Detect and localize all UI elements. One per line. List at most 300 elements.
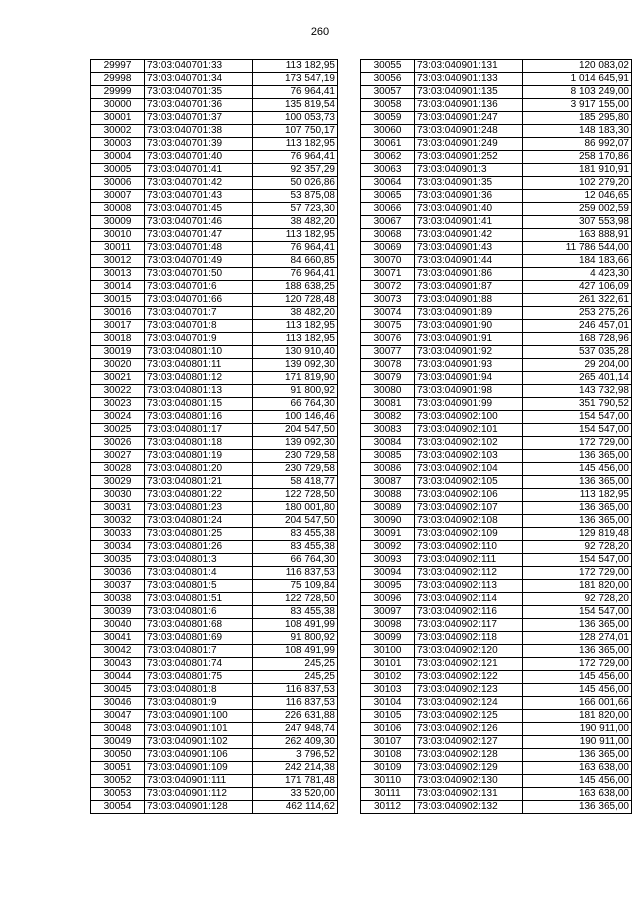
row-number-cell: 30086 <box>361 463 415 476</box>
cadastral-value-cell: 154 547,00 <box>523 606 632 619</box>
table-row <box>91 775 338 788</box>
cadastral-value-cell: 190 911,00 <box>523 723 632 736</box>
table-row <box>91 749 338 762</box>
cadastral-number-cell: 73:03:040901:91 <box>415 333 523 346</box>
row-number-cell: 30031 <box>91 502 145 515</box>
table-row <box>91 762 338 775</box>
row-number-cell: 30037 <box>91 580 145 593</box>
cadastral-value-cell: 38 482,20 <box>253 216 338 229</box>
row-number-cell: 30035 <box>91 554 145 567</box>
row-number-cell: 30101 <box>361 658 415 671</box>
cadastral-value-cell: 113 182,95 <box>253 138 338 151</box>
cadastral-number-cell: 73:03:040901:102 <box>145 736 253 749</box>
table-row <box>91 268 338 281</box>
row-number-cell: 30053 <box>91 788 145 801</box>
cadastral-value-cell: 172 729,00 <box>523 567 632 580</box>
row-number-cell: 30090 <box>361 515 415 528</box>
table-row <box>361 658 632 671</box>
table-row <box>361 268 632 281</box>
cadastral-number-cell: 73:03:040901:42 <box>415 229 523 242</box>
cadastral-number-cell: 73:03:040701:43 <box>145 190 253 203</box>
table-row <box>361 138 632 151</box>
row-number-cell: 30049 <box>91 736 145 749</box>
cadastral-number-cell: 73:03:040902:131 <box>415 788 523 801</box>
table-row <box>361 528 632 541</box>
table-row <box>91 567 338 580</box>
cadastral-number-cell: 73:03:040902:103 <box>415 450 523 463</box>
row-number-cell: 30005 <box>91 164 145 177</box>
row-number-cell: 30028 <box>91 463 145 476</box>
cadastral-value-cell: 92 728,20 <box>523 541 632 554</box>
cadastral-number-cell: 73:03:040902:104 <box>415 463 523 476</box>
row-number-cell: 30074 <box>361 307 415 320</box>
cadastral-number-cell: 73:03:040801:12 <box>145 372 253 385</box>
row-number-cell: 30089 <box>361 502 415 515</box>
row-number-cell: 30092 <box>361 541 415 554</box>
cadastral-number-cell: 73:03:040902:116 <box>415 606 523 619</box>
row-number-cell: 30008 <box>91 203 145 216</box>
cadastral-number-cell: 73:03:040902:105 <box>415 476 523 489</box>
row-number-cell: 30076 <box>361 333 415 346</box>
cadastral-number-cell: 73:03:040801:18 <box>145 437 253 450</box>
table-row <box>91 307 338 320</box>
row-number-cell: 30025 <box>91 424 145 437</box>
row-number-cell: 30087 <box>361 476 415 489</box>
cadastral-number-cell: 73:03:040901:106 <box>145 749 253 762</box>
table-row <box>91 190 338 203</box>
cadastral-value-cell: 108 491,99 <box>253 645 338 658</box>
table-row <box>91 60 338 73</box>
table-row <box>91 99 338 112</box>
table-row <box>91 801 338 814</box>
cadastral-number-cell: 73:03:040901:247 <box>415 112 523 125</box>
table-row <box>361 281 632 294</box>
row-number-cell: 30105 <box>361 710 415 723</box>
cadastral-value-cell: 108 491,99 <box>253 619 338 632</box>
cadastral-number-cell: 73:03:040902:122 <box>415 671 523 684</box>
cadastral-value-cell: 86 992,07 <box>523 138 632 151</box>
table-row <box>361 671 632 684</box>
row-number-cell: 30016 <box>91 307 145 320</box>
row-number-cell: 30080 <box>361 385 415 398</box>
cadastral-number-cell: 73:03:040901:43 <box>415 242 523 255</box>
cadastral-number-cell: 73:03:040801:8 <box>145 684 253 697</box>
cadastral-value-cell: 50 026,86 <box>253 177 338 190</box>
cadastral-value-cell: 130 910,40 <box>253 346 338 359</box>
cadastral-value-cell: 113 182,95 <box>253 229 338 242</box>
cadastral-value-cell: 102 279,20 <box>523 177 632 190</box>
row-number-cell: 30020 <box>91 359 145 372</box>
cadastral-value-cell: 107 750,17 <box>253 125 338 138</box>
row-number-cell: 30007 <box>91 190 145 203</box>
cadastral-number-cell: 73:03:040901:252 <box>415 151 523 164</box>
row-number-cell: 30103 <box>361 684 415 697</box>
row-number-cell: 30004 <box>91 151 145 164</box>
table-row <box>361 515 632 528</box>
row-number-cell: 30023 <box>91 398 145 411</box>
table-row <box>91 541 338 554</box>
cadastral-number-cell: 73:03:040801:26 <box>145 541 253 554</box>
row-number-cell: 29999 <box>91 86 145 99</box>
table-row <box>361 788 632 801</box>
cadastral-number-cell: 73:03:040901:133 <box>415 73 523 86</box>
table-row <box>91 203 338 216</box>
cadastral-number-cell: 73:03:040801:13 <box>145 385 253 398</box>
table-row <box>361 502 632 515</box>
cadastral-value-cell: 145 456,00 <box>523 671 632 684</box>
row-number-cell: 30070 <box>361 255 415 268</box>
cadastral-value-cell: 154 547,00 <box>523 411 632 424</box>
cadastral-value-cell: 92 728,20 <box>523 593 632 606</box>
cadastral-value-cell: 246 457,01 <box>523 320 632 333</box>
table-row <box>361 333 632 346</box>
cadastral-value-cell: 188 638,25 <box>253 281 338 294</box>
cadastral-value-cell: 307 553,98 <box>523 216 632 229</box>
row-number-cell: 30033 <box>91 528 145 541</box>
cadastral-number-cell: 73:03:040801:3 <box>145 554 253 567</box>
cadastral-value-cell: 120 083,02 <box>523 60 632 73</box>
table-row <box>361 203 632 216</box>
cadastral-number-cell: 73:03:040801:22 <box>145 489 253 502</box>
row-number-cell: 30072 <box>361 281 415 294</box>
cadastral-number-cell: 73:03:040701:39 <box>145 138 253 151</box>
cadastral-number-cell: 73:03:040901:86 <box>415 268 523 281</box>
row-number-cell: 30036 <box>91 567 145 580</box>
cadastral-number-cell: 73:03:040902:121 <box>415 658 523 671</box>
right-data-table <box>360 59 632 814</box>
row-number-cell: 30063 <box>361 164 415 177</box>
cadastral-number-cell: 73:03:040901:131 <box>415 60 523 73</box>
table-row <box>361 242 632 255</box>
row-number-cell: 29997 <box>91 60 145 73</box>
cadastral-value-cell: 172 729,00 <box>523 437 632 450</box>
table-row <box>91 346 338 359</box>
table-row <box>91 593 338 606</box>
table-row <box>361 73 632 86</box>
table-row <box>361 99 632 112</box>
table-row <box>91 294 338 307</box>
table-row <box>91 645 338 658</box>
table-row <box>91 606 338 619</box>
row-number-cell: 30056 <box>361 73 415 86</box>
row-number-cell: 30069 <box>361 242 415 255</box>
cadastral-value-cell: 185 295,80 <box>523 112 632 125</box>
cadastral-value-cell: 122 728,50 <box>253 489 338 502</box>
cadastral-number-cell: 73:03:040902:106 <box>415 489 523 502</box>
cadastral-value-cell: 163 638,00 <box>523 762 632 775</box>
cadastral-value-cell: 230 729,58 <box>253 463 338 476</box>
cadastral-number-cell: 73:03:040902:101 <box>415 424 523 437</box>
cadastral-value-cell: 136 365,00 <box>523 450 632 463</box>
table-row <box>91 281 338 294</box>
cadastral-number-cell: 73:03:040902:126 <box>415 723 523 736</box>
row-number-cell: 30071 <box>361 268 415 281</box>
row-number-cell: 30081 <box>361 398 415 411</box>
cadastral-value-cell: 128 274,01 <box>523 632 632 645</box>
table-row <box>91 723 338 736</box>
cadastral-value-cell: 148 183,30 <box>523 125 632 138</box>
table-row <box>361 697 632 710</box>
row-number-cell: 30013 <box>91 268 145 281</box>
cadastral-number-cell: 73:03:040901:89 <box>415 307 523 320</box>
cadastral-number-cell: 73:03:040902:130 <box>415 775 523 788</box>
cadastral-number-cell: 73:03:040902:112 <box>415 567 523 580</box>
table-row <box>91 619 338 632</box>
cadastral-number-cell: 73:03:040902:125 <box>415 710 523 723</box>
row-number-cell: 30085 <box>361 450 415 463</box>
cadastral-number-cell: 73:03:040901:136 <box>415 99 523 112</box>
cadastral-value-cell: 113 182,95 <box>523 489 632 502</box>
row-number-cell: 30096 <box>361 593 415 606</box>
cadastral-value-cell: 537 035,28 <box>523 346 632 359</box>
table-row <box>361 476 632 489</box>
cadastral-number-cell: 73:03:040701:8 <box>145 320 253 333</box>
cadastral-number-cell: 73:03:040901:35 <box>415 177 523 190</box>
cadastral-number-cell: 73:03:040902:108 <box>415 515 523 528</box>
row-number-cell: 30059 <box>361 112 415 125</box>
row-number-cell: 30060 <box>361 125 415 138</box>
row-number-cell: 30009 <box>91 216 145 229</box>
cadastral-number-cell: 73:03:040801:21 <box>145 476 253 489</box>
cadastral-number-cell: 73:03:040801:10 <box>145 346 253 359</box>
cadastral-value-cell: 163 638,00 <box>523 788 632 801</box>
cadastral-value-cell: 265 401,14 <box>523 372 632 385</box>
cadastral-number-cell: 73:03:040701:42 <box>145 177 253 190</box>
table-row <box>361 359 632 372</box>
cadastral-number-cell: 73:03:040801:74 <box>145 658 253 671</box>
table-row <box>361 255 632 268</box>
table-row <box>361 554 632 567</box>
cadastral-number-cell: 73:03:040902:123 <box>415 684 523 697</box>
cadastral-number-cell: 73:03:040801:75 <box>145 671 253 684</box>
cadastral-value-cell: 261 322,61 <box>523 294 632 307</box>
page-number: 260 <box>310 26 330 38</box>
cadastral-number-cell: 73:03:040901:100 <box>145 710 253 723</box>
row-number-cell: 30021 <box>91 372 145 385</box>
cadastral-number-cell: 73:03:040901:112 <box>145 788 253 801</box>
row-number-cell: 30001 <box>91 112 145 125</box>
cadastral-number-cell: 73:03:040902:109 <box>415 528 523 541</box>
cadastral-number-cell: 73:03:040901:90 <box>415 320 523 333</box>
cadastral-number-cell: 73:03:040701:34 <box>145 73 253 86</box>
cadastral-value-cell: 230 729,58 <box>253 450 338 463</box>
table-row <box>91 242 338 255</box>
cadastral-value-cell: 427 106,09 <box>523 281 632 294</box>
table-row <box>91 216 338 229</box>
table-row <box>91 385 338 398</box>
cadastral-value-cell: 76 964,41 <box>253 86 338 99</box>
table-row <box>361 112 632 125</box>
cadastral-number-cell: 73:03:040902:124 <box>415 697 523 710</box>
table-row <box>361 177 632 190</box>
table-row <box>91 398 338 411</box>
cadastral-number-cell: 73:03:040901:135 <box>415 86 523 99</box>
row-number-cell: 30102 <box>361 671 415 684</box>
table-row <box>361 580 632 593</box>
row-number-cell: 30002 <box>91 125 145 138</box>
cadastral-value-cell: 116 837,53 <box>253 567 338 580</box>
table-row <box>91 437 338 450</box>
table-row <box>91 359 338 372</box>
cadastral-value-cell: 83 455,38 <box>253 541 338 554</box>
row-number-cell: 30015 <box>91 294 145 307</box>
row-number-cell: 30079 <box>361 372 415 385</box>
table-row <box>361 632 632 645</box>
cadastral-value-cell: 258 170,86 <box>523 151 632 164</box>
table-row <box>91 372 338 385</box>
cadastral-number-cell: 73:03:040902:114 <box>415 593 523 606</box>
row-number-cell: 30075 <box>361 320 415 333</box>
table-row <box>91 229 338 242</box>
cadastral-number-cell: 73:03:040901:109 <box>145 762 253 775</box>
cadastral-number-cell: 73:03:040902:113 <box>415 580 523 593</box>
cadastral-value-cell: 226 631,88 <box>253 710 338 723</box>
cadastral-number-cell: 73:03:040701:35 <box>145 86 253 99</box>
cadastral-number-cell: 73:03:040701:7 <box>145 307 253 320</box>
cadastral-number-cell: 73:03:040901:249 <box>415 138 523 151</box>
row-number-cell: 30050 <box>91 749 145 762</box>
cadastral-value-cell: 173 547,19 <box>253 73 338 86</box>
row-number-cell: 30024 <box>91 411 145 424</box>
table-row <box>361 346 632 359</box>
table-row <box>91 515 338 528</box>
row-number-cell: 30078 <box>361 359 415 372</box>
cadastral-number-cell: 73:03:040801:9 <box>145 697 253 710</box>
table-row <box>91 86 338 99</box>
cadastral-number-cell: 73:03:040902:110 <box>415 541 523 554</box>
cadastral-value-cell: 12 046,65 <box>523 190 632 203</box>
cadastral-number-cell: 73:03:040701:6 <box>145 281 253 294</box>
cadastral-value-cell: 75 109,84 <box>253 580 338 593</box>
row-number-cell: 30019 <box>91 346 145 359</box>
table-row <box>361 619 632 632</box>
table-row <box>91 489 338 502</box>
cadastral-value-cell: 154 547,00 <box>523 554 632 567</box>
cadastral-number-cell: 73:03:040902:128 <box>415 749 523 762</box>
table-row <box>361 801 632 814</box>
cadastral-value-cell: 163 888,91 <box>523 229 632 242</box>
table-row <box>361 424 632 437</box>
cadastral-value-cell: 181 820,00 <box>523 580 632 593</box>
cadastral-value-cell: 171 781,48 <box>253 775 338 788</box>
cadastral-value-cell: 129 819,48 <box>523 528 632 541</box>
row-number-cell: 30027 <box>91 450 145 463</box>
row-number-cell: 30039 <box>91 606 145 619</box>
table-row <box>361 385 632 398</box>
row-number-cell: 30045 <box>91 684 145 697</box>
cadastral-number-cell: 73:03:040902:120 <box>415 645 523 658</box>
row-number-cell: 30112 <box>361 801 415 814</box>
row-number-cell: 30099 <box>361 632 415 645</box>
cadastral-value-cell: 92 357,29 <box>253 164 338 177</box>
table-row <box>91 736 338 749</box>
row-number-cell: 30006 <box>91 177 145 190</box>
cadastral-number-cell: 73:03:040902:100 <box>415 411 523 424</box>
cadastral-value-cell: 4 423,30 <box>523 268 632 281</box>
cadastral-value-cell: 136 365,00 <box>523 645 632 658</box>
table-row <box>361 684 632 697</box>
table-row <box>91 151 338 164</box>
table-row <box>91 138 338 151</box>
table-row <box>361 190 632 203</box>
row-number-cell: 30095 <box>361 580 415 593</box>
cadastral-value-cell: 66 764,30 <box>253 554 338 567</box>
row-number-cell: 30082 <box>361 411 415 424</box>
row-number-cell: 30022 <box>91 385 145 398</box>
cadastral-value-cell: 168 728,96 <box>523 333 632 346</box>
cadastral-number-cell: 73:03:040701:49 <box>145 255 253 268</box>
left-data-table <box>90 59 338 814</box>
cadastral-number-cell: 73:03:040701:38 <box>145 125 253 138</box>
table-row <box>91 684 338 697</box>
table-row <box>91 580 338 593</box>
table-row <box>361 125 632 138</box>
cadastral-number-cell: 73:03:040902:118 <box>415 632 523 645</box>
cadastral-number-cell: 73:03:040701:33 <box>145 60 253 73</box>
row-number-cell: 30018 <box>91 333 145 346</box>
cadastral-number-cell: 73:03:040701:41 <box>145 164 253 177</box>
table-row <box>91 73 338 86</box>
cadastral-number-cell: 73:03:040701:46 <box>145 216 253 229</box>
cadastral-value-cell: 8 103 249,00 <box>523 86 632 99</box>
cadastral-number-cell: 73:03:040901:40 <box>415 203 523 216</box>
cadastral-value-cell: 145 456,00 <box>523 775 632 788</box>
cadastral-value-cell: 53 875,08 <box>253 190 338 203</box>
row-number-cell: 30108 <box>361 749 415 762</box>
cadastral-value-cell: 29 204,00 <box>523 359 632 372</box>
cadastral-number-cell: 73:03:040701:48 <box>145 242 253 255</box>
cadastral-value-cell: 57 723,30 <box>253 203 338 216</box>
table-row <box>361 164 632 177</box>
table-row <box>91 411 338 424</box>
cadastral-value-cell: 100 053,73 <box>253 112 338 125</box>
cadastral-number-cell: 73:03:040902:129 <box>415 762 523 775</box>
cadastral-value-cell: 113 182,95 <box>253 60 338 73</box>
cadastral-value-cell: 180 001,80 <box>253 502 338 515</box>
table-row <box>361 541 632 554</box>
row-number-cell: 30088 <box>361 489 415 502</box>
row-number-cell: 29998 <box>91 73 145 86</box>
table-row <box>91 255 338 268</box>
cadastral-number-cell: 73:03:040801:23 <box>145 502 253 515</box>
cadastral-number-cell: 73:03:040902:117 <box>415 619 523 632</box>
table-row <box>361 710 632 723</box>
table-row <box>361 86 632 99</box>
table-row <box>91 463 338 476</box>
table-row <box>361 437 632 450</box>
cadastral-value-cell: 136 365,00 <box>523 619 632 632</box>
row-number-cell: 30062 <box>361 151 415 164</box>
row-number-cell: 30010 <box>91 229 145 242</box>
row-number-cell: 30084 <box>361 437 415 450</box>
cadastral-number-cell: 73:03:040801:11 <box>145 359 253 372</box>
row-number-cell: 30051 <box>91 762 145 775</box>
cadastral-value-cell: 76 964,41 <box>253 242 338 255</box>
cadastral-value-cell: 166 001,66 <box>523 697 632 710</box>
cadastral-value-cell: 136 365,00 <box>523 515 632 528</box>
cadastral-value-cell: 91 800,92 <box>253 385 338 398</box>
cadastral-value-cell: 136 365,00 <box>523 749 632 762</box>
row-number-cell: 30014 <box>91 281 145 294</box>
cadastral-number-cell: 73:03:040801:16 <box>145 411 253 424</box>
cadastral-value-cell: 66 764,30 <box>253 398 338 411</box>
cadastral-value-cell: 116 837,53 <box>253 684 338 697</box>
cadastral-value-cell: 100 146,46 <box>253 411 338 424</box>
cadastral-number-cell: 73:03:040801:4 <box>145 567 253 580</box>
row-number-cell: 30094 <box>361 567 415 580</box>
row-number-cell: 30042 <box>91 645 145 658</box>
row-number-cell: 30041 <box>91 632 145 645</box>
